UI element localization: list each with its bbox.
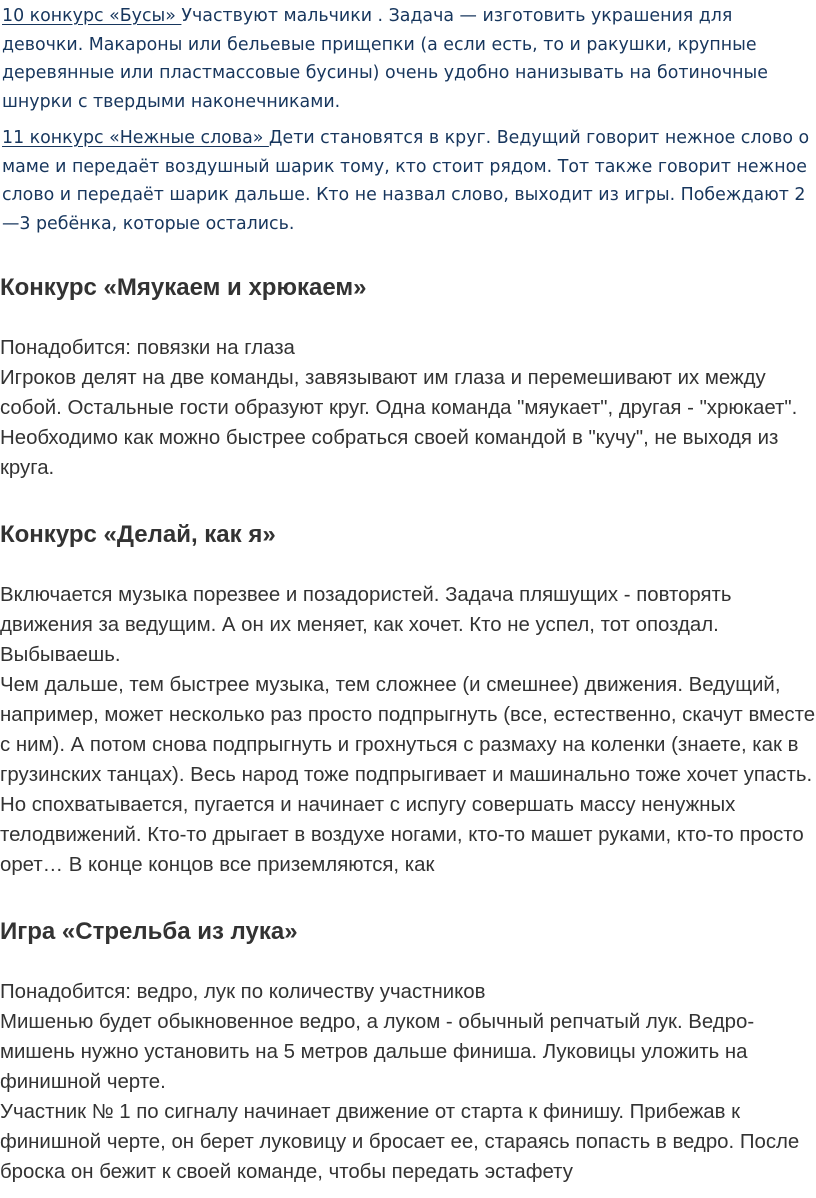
archery-needs: Понадобится: ведро, лук по количеству участников	[0, 981, 486, 1003]
meow-heading: Конкурс «Мяукаем и хрюкаем»	[0, 274, 367, 301]
contest-10-lead: 10 конкурс «Бусы»	[2, 6, 182, 26]
doasi-text-2: Чем дальше, тем быстрее музыка, тем сложнее (и смешнее) движения. Ведущий, например, может несколько раз просто подпрыгнуть (все, естественно, скачут вместе с ним). А потом снова подпрыгнуть и грохнуться с размаху на коленки (знаете, как в грузинских танцах). Весь народ тоже подпрыгивает и машинально тоже хочет упасть. Но спохватывается, пугается и начинает с испугу совершать массу ненужных телодвижений. Кто-то дрыгает в воздухе ногами, кто-то машет руками, кто-то просто орет… В конце концов все приземляются, как	[0, 674, 816, 876]
contest-11-paragraph	[2, 124, 814, 238]
archery-heading: Игра «Стрельба из лука»	[0, 918, 298, 945]
contest-11-text: Дети становятся в круг. Ведущий говорит нежное слово о маме и передаёт воздушный шарик тому, кто стоит рядом. Тот также говорит нежное слово и передаёт шарик дальше. Кто не назвал слово, выходит из игры. Побеждают 2—3 ребёнка, которые остались.	[2, 128, 810, 234]
doasi-heading: Конкурс «Делай, как я»	[0, 521, 276, 548]
archery-text-2: Участник № 1 по сигналу начинает движение от старта к финишу. Прибежав к финишной черте, он берет луковицу и бросает ее, стараясь попасть в ведро. После броска он бежит к своей команде, чтобы передать эстафету	[0, 1101, 800, 1183]
doasi-text-1: Включается музыка порезвее и позадористей. Задача пляшущих - повторять движения за ведущим. А он их меняет, как хочет. Кто не успел, тот опоздал. Выбываешь.	[0, 584, 732, 666]
meow-needs: Понадобится: повязки на глаза	[0, 337, 295, 359]
contest-10-paragraph	[2, 2, 814, 116]
contest-11-lead: 11 конкурс «Нежные слова»	[2, 128, 269, 148]
contest-10-text: Участвуют мальчики . Задача — изготовить украшения для девочки. Макароны или бельевые прищепки (а если есть, то и ракушки, крупные деревянные или пластмассовые бусины) очень удобно нанизывать на ботиночные шнурки с твердыми наконечниками.	[2, 6, 768, 112]
archery-text-1: Мишенью будет обыкновенное ведро, а луком - обычный репчатый лук. Ведро-мишень нужно установить на 5 метров дальше финиша. Луковицы уложить на финишной черте.	[0, 1011, 755, 1093]
meow-text: Игроков делят на две команды, завязывают им глаза и перемешивают их между собой. Остальные гости образуют круг. Одна команда "мяукает", другая - "хрюкает". Необходимо как можно быстрее собраться своей командой в "кучу", не выходя из круга.	[0, 367, 798, 479]
